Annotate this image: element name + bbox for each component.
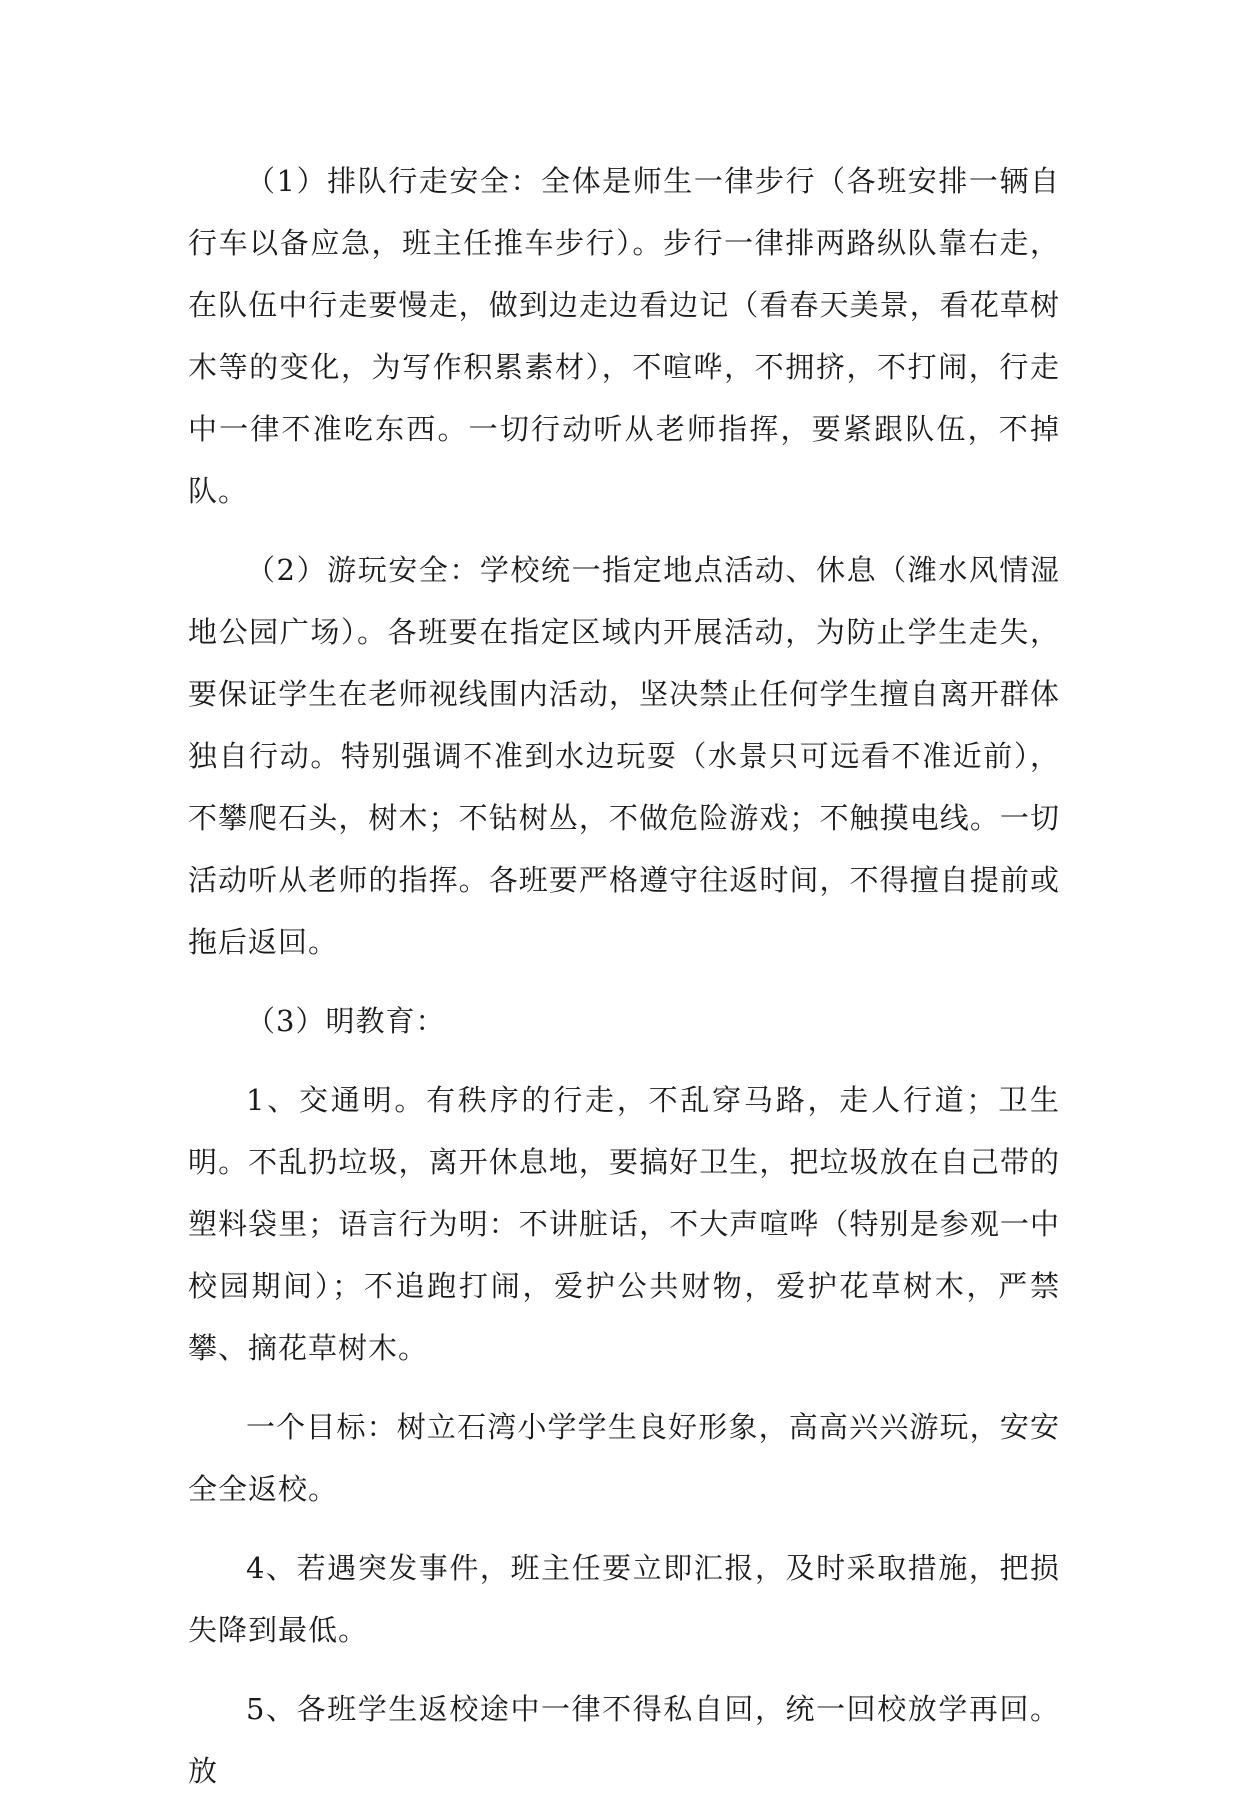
- paragraph-emergency: 4、若遇突发事件，班主任要立即汇报，及时采取措施，把损失降到最低。: [188, 1551, 1060, 1647]
- paragraph-civility-heading: （3）明教育：: [246, 1004, 446, 1038]
- paragraph-queue-safety: （1）排队行走安全：全体是师生一律步行（各班安排一辆自行车以备应急，班主任推车步行）。步行一律排两路纵队靠右走，在队伍中行走要慢走，做到边走边看边记（看春天美景，看花草树木等的变化，为写作积累素材），不喧哗，不拥挤，不打闹，行走中一律不准吃东西。一切行动听从老师指挥，要紧跟队伍，不掉队。: [188, 164, 1060, 508]
- document-body: [188, 150, 1060, 1819]
- paragraph-civility-rules: 1、交通明。有秩序的行走，不乱穿马路，走人行道；卫生明。不乱扔垃圾，离开休息地，要搞好卫生，把垃圾放在自己带的塑料袋里；语言行为明：不讲脏话，不大声喧哗（特别是参观一中校园期间）；不追跑打闹，爱护公共财物，爱护花草树木，严禁攀、摘花草树木。: [188, 1083, 1060, 1365]
- paragraph-return: 5、各班学生返校途中一律不得私自回，统一回校放学再回。放: [188, 1692, 1060, 1788]
- paragraph-play-safety: （2）游玩安全：学校统一指定地点活动、休息（潍水风情湿地公园广场）。各班要在指定区域内开展活动，为防止学生走失，要保证学生在老师视线围内活动，坚决禁止任何学生擅自离开群体独自行动。特别强调不准到水边玩耍（水景只可远看不准近前），不攀爬石头，树木；不钻树丛，不做危险游戏；不触摸电线。一切活动听从老师的指挥。各班要严格遵守往返时间，不得擅自提前或拖后返回。: [188, 553, 1060, 959]
- paragraph-goal: 一个目标：树立石湾小学学生良好形象，高高兴兴游玩，安安全全返校。: [188, 1410, 1060, 1506]
